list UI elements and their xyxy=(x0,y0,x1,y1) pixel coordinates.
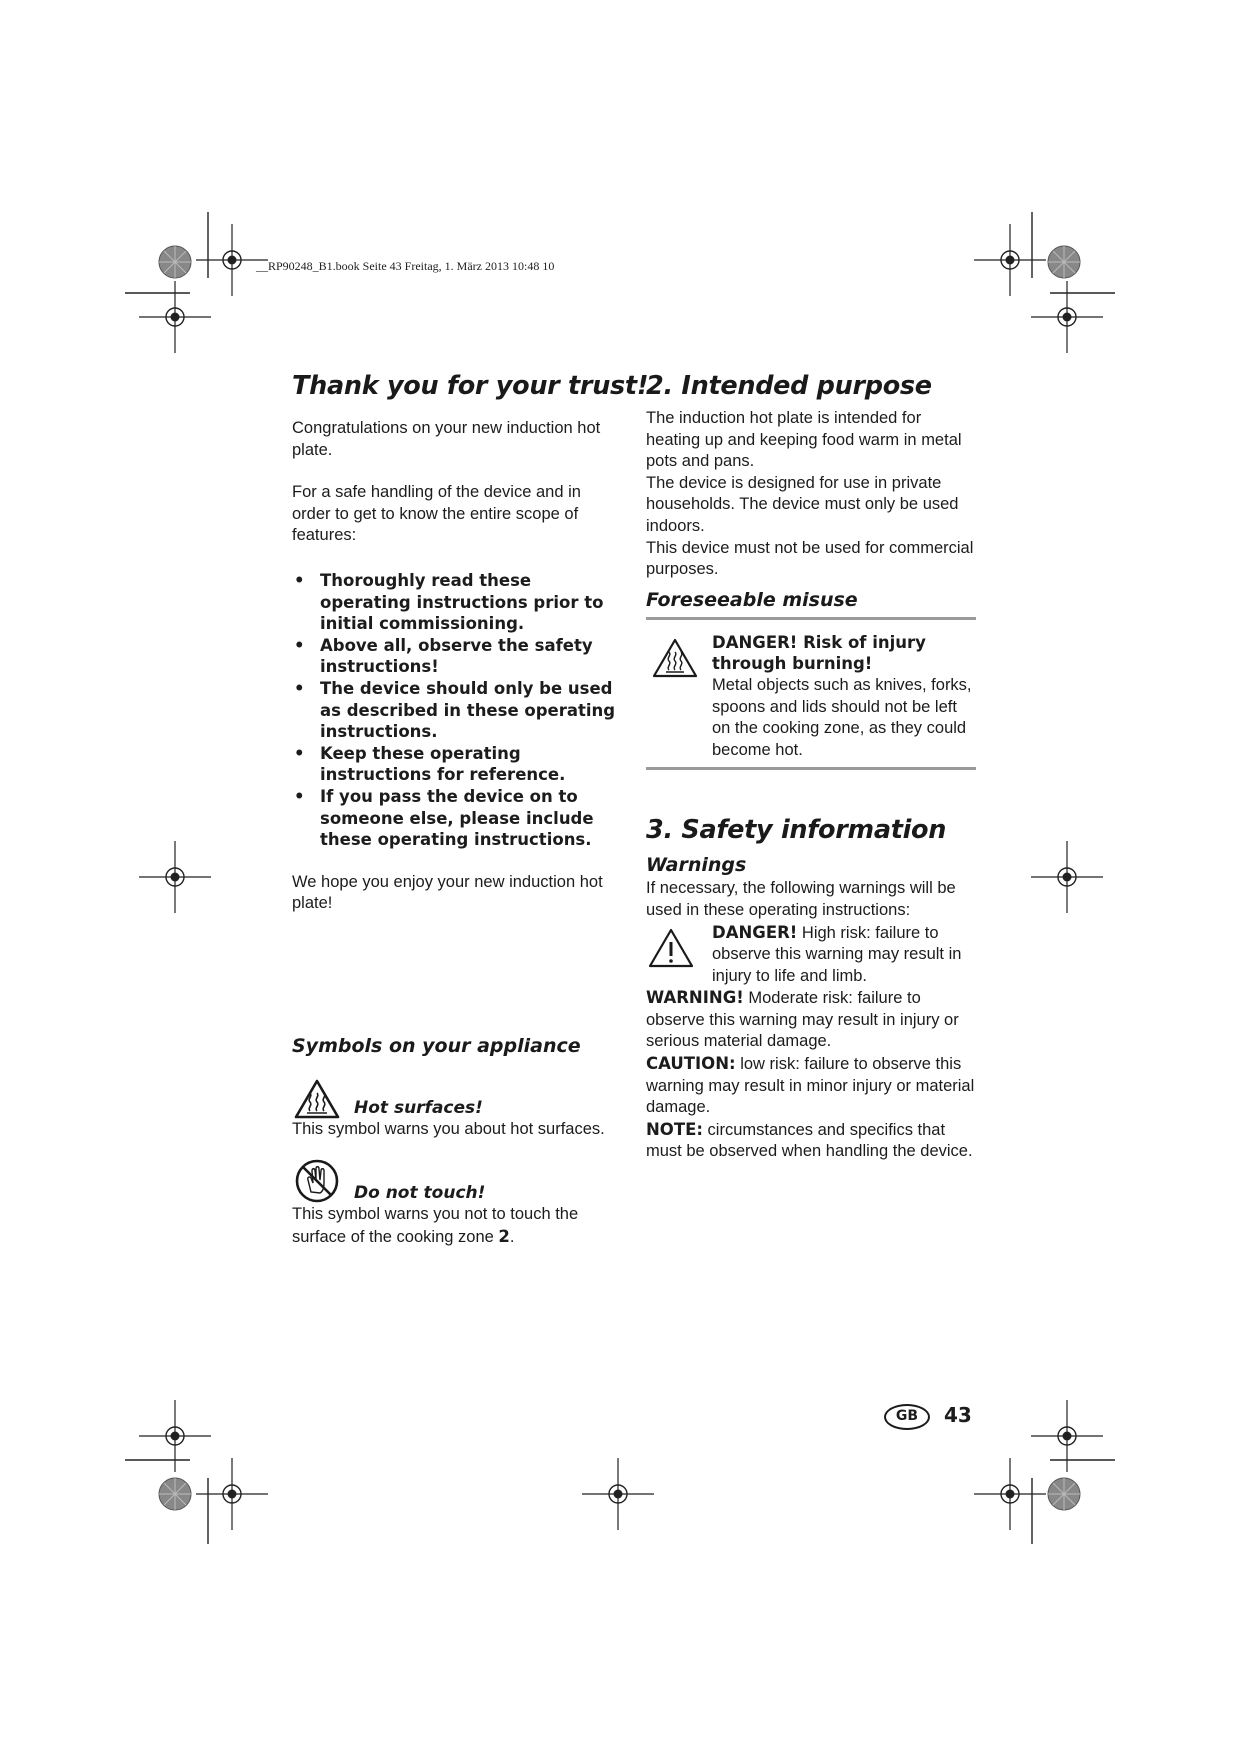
hot-surfaces-title: Hot surfaces! xyxy=(354,1097,483,1118)
do-not-touch-symbol xyxy=(292,1154,622,1204)
hot-surface-warning-icon xyxy=(652,638,698,678)
touch-desc-text: This symbol warns you not to touch the surface of the cooking zone xyxy=(292,1205,579,1247)
symbols-heading: Symbols on your appliance xyxy=(292,1034,581,1057)
warning-definition xyxy=(646,987,976,1053)
danger-def-text: High risk: failure to observe this warning may result in injury to life and limb. xyxy=(712,923,962,985)
closing-paragraph: We hope you enjoy your new induction hot plate! xyxy=(292,872,603,913)
note-definition xyxy=(646,1119,976,1163)
right-column xyxy=(646,364,976,1163)
danger-label: DANGER! xyxy=(712,922,798,942)
touch-desc-end: . xyxy=(509,1228,515,1247)
purpose-paragraph-2: The device is designed for use in private households. The device must only be used indoors. xyxy=(646,473,959,535)
intro-paragraph-1: Congratulations on your new induction hot plate. xyxy=(292,419,601,459)
list-item: • Thoroughly read these operating instructions prior to initial commissioning. xyxy=(292,570,622,635)
danger-definition xyxy=(646,922,976,988)
hot-surface-symbol xyxy=(292,1075,622,1119)
list-item: • The device should only be used as described in these operating instructions. xyxy=(292,678,622,743)
list-item: • Keep these operating instructions for reference. xyxy=(292,743,622,786)
danger-burn-text: Metal objects such as knives, forks, spoons and lids should not be left on the cooking zone, as they could become hot. xyxy=(712,675,972,759)
do-not-touch-description xyxy=(292,1204,622,1248)
intro-paragraph-2: For a safe handling of the device and in order to get to know the entire scope of features: xyxy=(292,483,581,545)
warning-label: WARNING! xyxy=(646,988,744,1008)
hot-surfaces-description: This symbol warns you about hot surfaces. xyxy=(292,1119,605,1138)
thank-you-heading: Thank you for your trust! xyxy=(292,371,649,401)
purpose-paragraph-1: The induction hot plate is intended for heating up and keeping food warm in metal pots and pans. xyxy=(646,409,962,471)
left-column xyxy=(292,364,649,1249)
foreseeable-misuse-heading: Foreseeable misuse xyxy=(646,588,858,611)
caution-definition xyxy=(646,1053,976,1119)
note-def-text: circumstances and specifics that must be observed when handling the device. xyxy=(646,1120,973,1161)
intended-purpose-heading: 2. Intended purpose xyxy=(646,371,932,401)
purpose-paragraph-3: This device must not be used for commercial purposes. xyxy=(646,538,974,579)
safety-information-heading: 3. Safety information xyxy=(646,815,947,846)
country-badge: GB xyxy=(884,1404,930,1430)
do-not-touch-title: Do not touch! xyxy=(354,1183,486,1204)
print-slug: __RP90248_B1.book Seite 43 Freitag, 1. März 2013 10:48 10 xyxy=(256,259,555,273)
note-label: NOTE: xyxy=(646,1119,703,1139)
caution-def-text: low risk: failure to observe this warning may result in minor injury or material damage. xyxy=(646,1055,975,1117)
caution-label: CAUTION: xyxy=(646,1054,736,1074)
instruction-list xyxy=(292,570,622,851)
list-item: • If you pass the device on to someone else, please include these operating instructions. xyxy=(292,786,622,851)
warnings-heading: Warnings xyxy=(646,854,747,877)
hot-surface-icon xyxy=(294,1079,340,1119)
warnings-intro: If necessary, the following warnings will be used in these operating instructions: xyxy=(646,879,956,919)
warning-triangle-icon xyxy=(648,928,694,968)
list-item: • Above all, observe the safety instructions! xyxy=(292,635,622,678)
warning-def-text: Moderate risk: failure to observe this warning may result in injury or serious material damage. xyxy=(646,989,959,1051)
cooking-zone-number: 2 xyxy=(498,1227,510,1247)
danger-burn-title: DANGER! Risk of injury through burning! xyxy=(712,632,926,674)
page-number: 43 xyxy=(944,1403,972,1427)
no-touch-icon xyxy=(294,1158,340,1204)
danger-notice-box xyxy=(646,617,976,771)
